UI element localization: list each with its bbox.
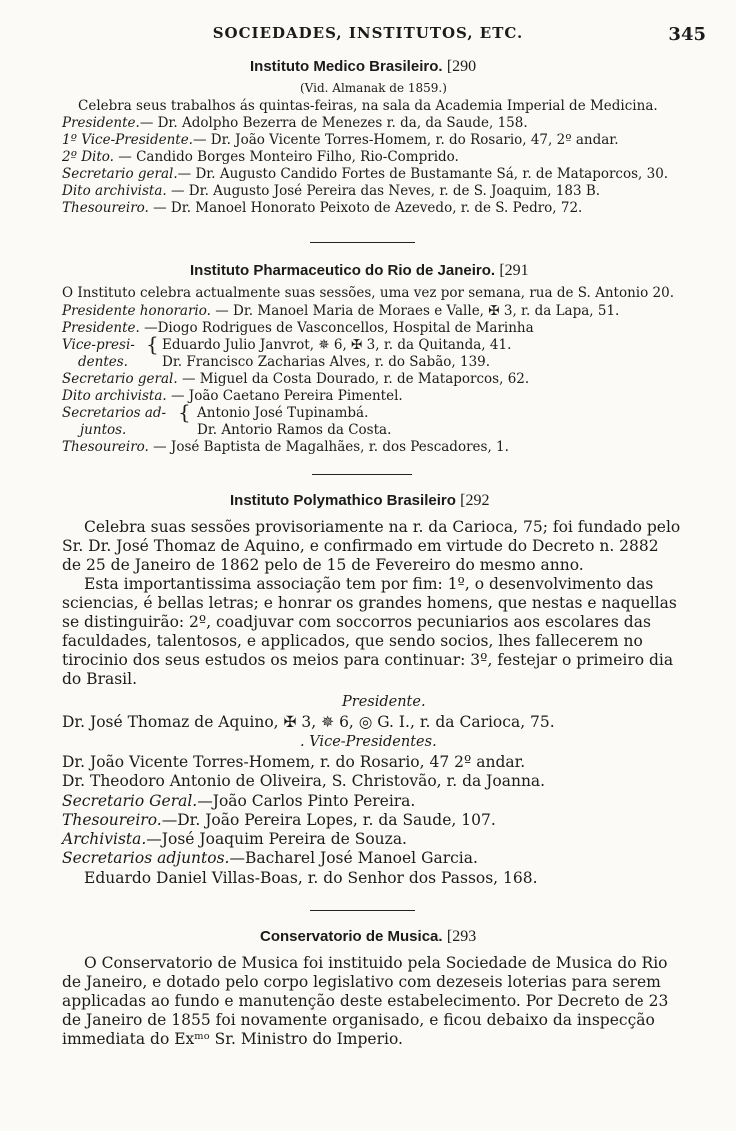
section-title: Instituto Pharmaceutico do Rio de Janeiro. [190,262,496,279]
section-heading [250,58,476,76]
entry-row: Dr. Theodoro Antonio de Oliveira, S. Christovão, r. da Joanna. [62,772,546,790]
entry-row: Eduardo Daniel Villas-Boas, r. do Senhor dos Passos, 168. [84,869,538,887]
entry-row: Dr. Antorio Ramos da Costa. [197,422,392,438]
vice-heading: . Vice-Presidentes. [300,734,437,750]
entry-row: Antonio José Tupinambá. [197,405,369,421]
section-number: [290 [446,58,477,75]
section-number: [291 [499,262,529,279]
section-note: (Vid. Almanak de 1859.) [300,81,447,95]
brace: { [146,332,159,356]
paragraph: O Conservatorio de Musica foi instituido pela Sociedade de Musica do Rio de Janeiro, e dotado pelo corpo legislativo com dezeseis loterias para serem applicadas ao fundo e manutenção deste estabelecimento. Por Decreto de 23 de Janeiro de 1855 foi novamente organisado, e ficou debaixo da inspecção immediata do Exᵐᵒ Sr. Ministro do Imperio. [62,954,669,1048]
entry-row: Thesoureiro.—Dr. João Pereira Lopes, r. da Saude, 107. [62,811,496,829]
entry-row: Dr. João Vicente Torres-Homem, r. do Rosario, 47 2º andar. [62,753,526,771]
page-number: 345 [668,24,706,45]
paragraph: Celebra suas sessões provisoriamente na r. da Carioca, 75; foi fundado pelo Sr. Dr. José Thomaz de Aquino, e confirmado em virtude do Decreto n. 2882 de 25 de Janeiro de 1862 pelo de 15 de Fevereiro do mesmo anno. Esta importantissima associação tem por fim: 1º, o desenvolvimento das sciencias, é bellas letras; e honrar os grandes homens, que nestas e naquellas se distinguirão: 2º, coadjuvar com soccorros pecuniarios aos escolares das faculdades, talentosos, e applicados, que sendo socios, lhes fallecerem no tirocinio dos seus estudos os meios para continuar: 3º, festejar o primeiro dia do Brasil. [62,518,681,688]
entry-row: Thesoureiro. — José Baptista de Magalhães, r. dos Pescadores, 1. [62,439,509,455]
section-title: Conservatorio de Musica. [260,928,443,945]
entry-row: Secretario Geral.—João Carlos Pinto Pereira. [62,792,416,810]
section-number: [292 [460,492,490,509]
entry-row: Secretario geral. — Miguel da Costa Dourado, r. de Mataporcos, 62. [62,371,530,387]
section-number: [293 [446,928,477,945]
section-divider [310,242,415,243]
section-heading [260,928,476,946]
brace: { [178,400,191,424]
section-divider [312,474,412,475]
entry-row: 1º Vice-Presidente.— Dr. João Vicente Torres-Homem, r. do Rosario, 47, 2º andar. [62,132,619,148]
vice-role-label: Vice-presi- [62,337,135,353]
section-intro: Celebra seus trabalhos ás quintas-feiras, na sala da Academia Imperial de Medicina. [78,98,658,114]
entry-row: Thesoureiro. — Dr. Manoel Honorato Peixoto de Azevedo, r. de S. Pedro, 72. [62,200,583,216]
section-title: Instituto Medico Brasileiro. [250,58,443,75]
section-intro: O Instituto celebra actualmente suas sessões, uma vez por semana, rua de S. Antonio 20. [62,285,675,301]
entry-row: 2º Dito. — Candido Borges Monteiro Filho, Rio-Comprido. [62,149,459,165]
entry-row: Dr. Francisco Zacharias Alves, r. do Sabão, 139. [162,354,491,370]
entry-row: Presidente.— Dr. Adolpho Bezerra de Menezes r. da, da Saude, 158. [62,115,528,131]
entry-row: Eduardo Julio Janvrot, ✵ 6, ✠ 3, r. da Quitanda, 41. [162,337,512,353]
section-divider [310,910,415,911]
entry-row: Dito archivista. — Dr. Augusto José Pereira das Neves, r. de S. Joaquim, 183 B. [62,183,601,199]
vice-role-label: dentes. [78,354,128,370]
entry-row: Dito archivista. — João Caetano Pereira Pimentel. [62,388,403,404]
presidente-heading: Presidente. [342,694,426,710]
entry-row: Dr. José Thomaz de Aquino, ✠ 3, ✵ 6, ◎ G. I., r. da Carioca, 75. [62,713,555,731]
entry-row: Presidente honorario. — Dr. Manoel Maria de Moraes e Valle, ✠ 3, r. da Lapa, 51. [62,303,620,319]
section-title: Instituto Polymathico Brasileiro [230,492,456,509]
entry-row: Secretarios adjuntos.—Bacharel José Manoel Garcia. [62,849,478,867]
entry-row: Secretario geral.— Dr. Augusto Candido Fortes de Bustamante Sá, r. de Mataporcos, 30. [62,166,669,182]
running-head: SOCIEDADES, INSTITUTOS, ETC. [212,24,524,42]
secretaries-role-label: Secretarios ad- [62,405,167,421]
secretaries-role-label: juntos. [80,422,127,438]
section-heading [190,262,529,280]
section-heading [230,492,490,510]
entry-row: Presidente. —Diogo Rodrigues de Vasconcellos, Hospital de Marinha [62,320,534,336]
entry-row: Archivista.—José Joaquim Pereira de Souza. [62,830,407,848]
